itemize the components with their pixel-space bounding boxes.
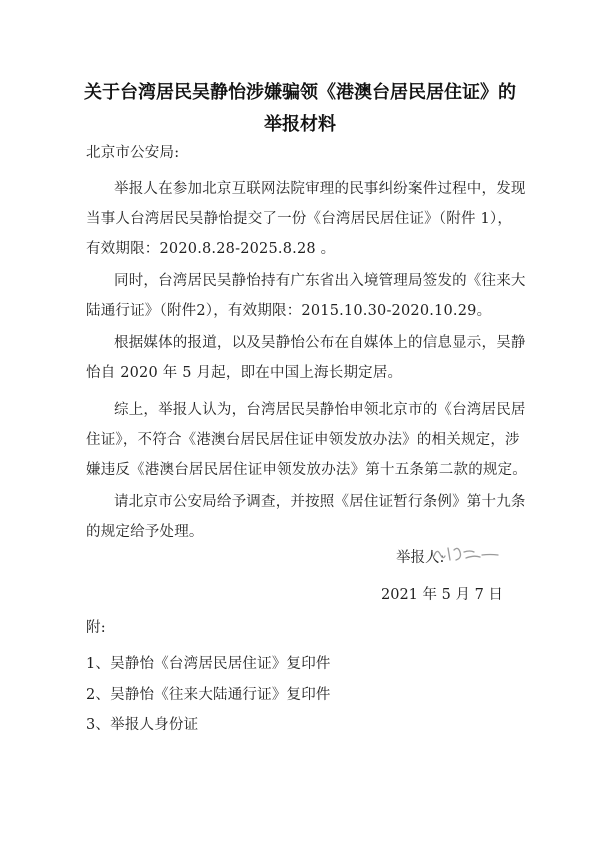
document-title-line-1: 关于台湾居民吴静怡涉嫌骗领《港澳台居民居住证》的 bbox=[84, 82, 516, 103]
attachment-item-2: 2、吴静怡《往来大陆通行证》复印件 bbox=[86, 687, 331, 703]
attachments-label: 附: bbox=[86, 620, 106, 636]
paragraph-1-line-3: 有效期限：2020.8.28-2025.8.28 。 bbox=[86, 241, 336, 257]
document-date: 2021 年 5 月 7 日 bbox=[381, 587, 503, 603]
handwritten-signature bbox=[430, 540, 510, 566]
paragraph-1-line-1: 举报人在参加北京互联网法院审理的民事纠纷案件过程中，发现 bbox=[114, 181, 526, 197]
document-title-line-2: 举报材料 bbox=[264, 114, 336, 135]
addressee: 北京市公安局: bbox=[86, 145, 180, 161]
attachment-item-1: 1、吴静怡《台湾居民居住证》复印件 bbox=[86, 656, 331, 672]
paragraph-2-line-1: 同时，台湾居民吴静怡持有广东省出入境管理局签发的《往来大 bbox=[114, 273, 526, 289]
paragraph-3-line-1: 根据媒体的报道，以及吴静怡公布在自媒体上的信息显示，吴静 bbox=[114, 335, 526, 351]
paragraph-4-line-1: 综上，举报人认为，台湾居民吴静怡申领北京市的《台湾居民居 bbox=[114, 402, 526, 418]
attachment-item-3: 3、举报人身份证 bbox=[86, 717, 199, 733]
paragraph-1-line-2: 当事人台湾居民吴静怡提交了一份《台湾居民居住证》（附件 1）， bbox=[86, 211, 513, 227]
paragraph-4-line-3: 嫌违反《港澳台居民居住证申领发放办法》第十五条第二款的规定。 bbox=[86, 462, 527, 478]
signature-label: 举报人: bbox=[396, 550, 445, 566]
paragraph-4-line-2: 住证》，不符合《港澳台居民居住证申领发放办法》的相关规定，涉 bbox=[86, 432, 520, 448]
paragraph-2-line-2: 陆通行证》（附件2），有效期限：2015.10.30-2020.10.29。 bbox=[86, 303, 492, 319]
paragraph-5-line-1: 请北京市公安局给予调查，并按照《居住证暂行条例》第十九条 bbox=[114, 494, 526, 510]
paragraph-3-line-2: 怡自 2020 年 5 月起，即在中国上海长期定居。 bbox=[86, 365, 403, 381]
paragraph-5-line-2: 的规定给予处理。 bbox=[86, 524, 204, 540]
